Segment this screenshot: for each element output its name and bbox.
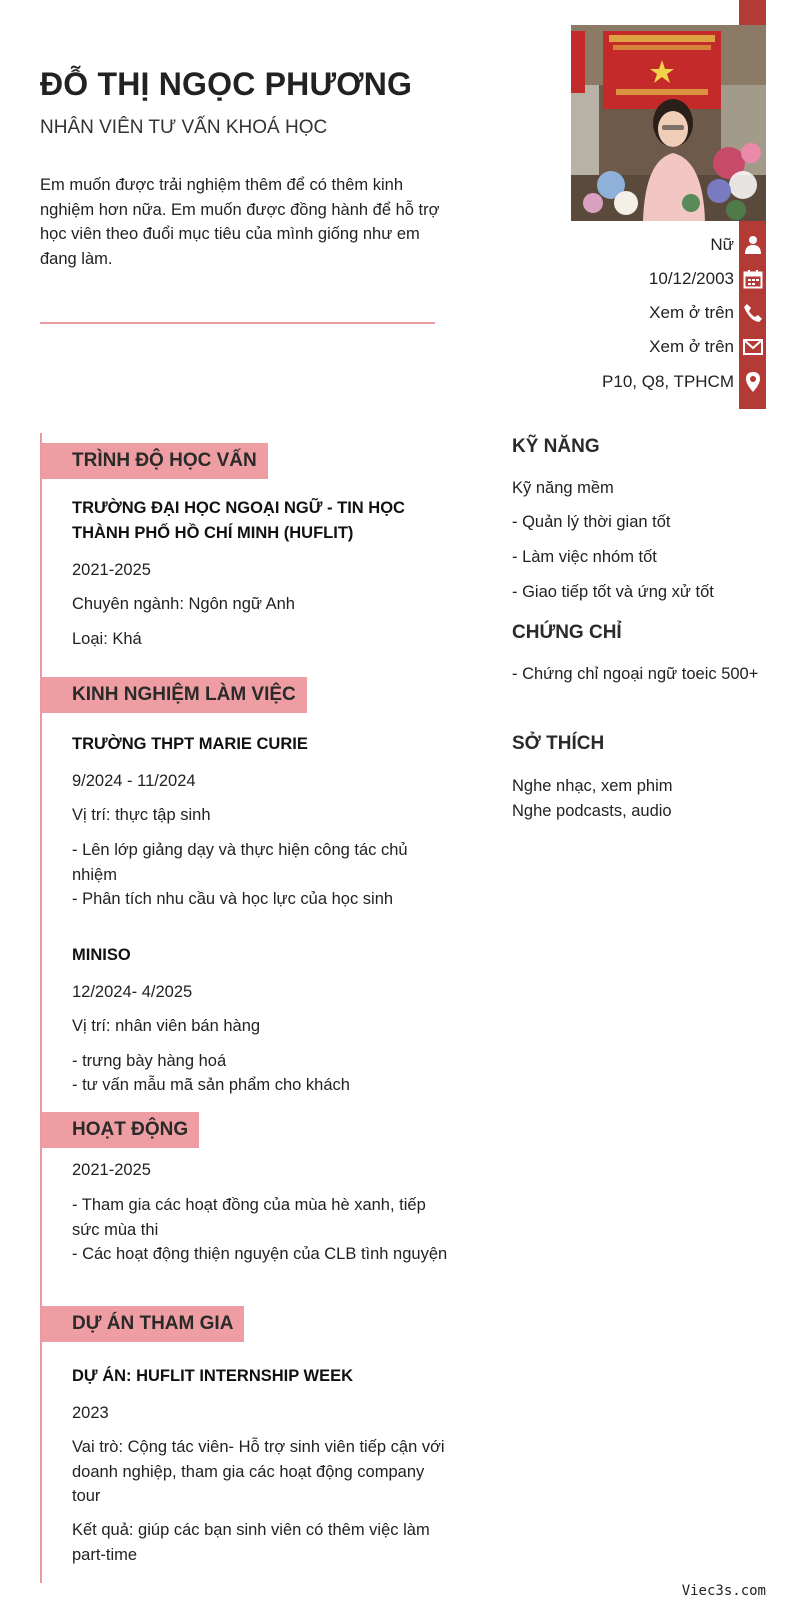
- calendar-icon: [742, 267, 764, 291]
- project-name: DỰ ÁN: HUFLIT INTERNSHIP WEEK: [72, 1367, 354, 1385]
- contact-phone: Xem ở trên: [649, 303, 734, 322]
- activity-item: - Tham gia các hoạt đồng của mùa hè xanh, tiếp sức mùa thi: [72, 1196, 426, 1239]
- section-hobbies-heading: SỞ THÍCH: [512, 733, 605, 754]
- job-duty: - trưng bày hàng hoá: [72, 1052, 227, 1070]
- skill-item: - Làm việc nhóm tốt: [512, 548, 657, 566]
- hobby-item: Nghe nhạc, xem phim: [512, 777, 673, 795]
- career-objective: Em muốn được trải nghiệm thêm để có thêm kinh nghiệm hơn nữa. Em muốn được đồng hành để hỗ trợ học viên theo đuổi mục tiêu của mình giống như em đang làm.: [40, 176, 440, 268]
- project-year: 2023: [72, 1404, 109, 1422]
- job-duty: - Phân tích nhu cầu và học lực của học sinh: [72, 890, 394, 908]
- project-result: Kết quả: giúp các bạn sinh viên có thêm việc làm part-time: [72, 1521, 430, 1564]
- education-school: TRƯỜNG ĐẠI HỌC NGOẠI NGỮ - TIN HỌC THÀNH PHỐ HỒ CHÍ MINH (HUFLIT): [72, 499, 405, 542]
- section-experience-heading: KINH NGHIỆM LÀM VIỆC: [41, 677, 307, 713]
- job-period: 9/2024 - 11/2024: [72, 772, 196, 790]
- job-duty: - Lên lớp giảng dạy và thực hiện công tác chủ nhiệm: [72, 841, 408, 884]
- contact-birthday: 10/12/2003: [648, 269, 734, 288]
- phone-icon: [742, 301, 764, 325]
- contact-email: Xem ở trên: [649, 337, 734, 356]
- section-education-heading: TRÌNH ĐỘ HỌC VẤN: [41, 443, 268, 479]
- profile-photo: [571, 25, 766, 221]
- section-projects-heading: DỰ ÁN THAM GIA: [41, 1306, 244, 1342]
- person-icon: [742, 233, 764, 257]
- hobby-item: Nghe podcasts, audio: [512, 802, 672, 820]
- job-period: 12/2024- 4/2025: [72, 983, 193, 1001]
- activities-period: 2021-2025: [72, 1161, 151, 1179]
- candidate-name: ĐỖ THỊ NGỌC PHƯƠNG: [40, 66, 413, 102]
- skill-item: - Giao tiếp tốt và ứng xử tốt: [512, 583, 714, 601]
- footer-brand: Viec3s.com: [681, 1583, 766, 1599]
- job-title: NHÂN VIÊN TƯ VẤN KHOÁ HỌC: [40, 117, 328, 138]
- skills-subheading: Kỹ năng mềm: [512, 479, 614, 497]
- mail-icon: [742, 335, 764, 359]
- job-position: Vị trí: nhân viên bán hàng: [72, 1017, 261, 1035]
- contact-gender: Nữ: [710, 235, 734, 254]
- location-icon: [742, 370, 764, 394]
- timeline-line: [40, 433, 42, 1583]
- section-skills-heading: KỸ NĂNG: [512, 436, 600, 457]
- header-divider: [40, 322, 435, 324]
- skill-item: - Quản lý thời gian tốt: [512, 513, 671, 531]
- project-role: Vai trò: Cộng tác viên- Hỗ trợ sinh viên tiếp cận với doanh nghiệp, tham gia các hoạt động company tour: [72, 1438, 445, 1505]
- job-company: TRƯỜNG THPT MARIE CURIE: [72, 735, 308, 753]
- section-certificates-heading: CHỨNG CHỈ: [512, 622, 622, 643]
- section-activities-heading: HOẠT ĐỘNG: [41, 1112, 199, 1148]
- contact-address: P10, Q8, TPHCM: [602, 372, 734, 391]
- education-grade: Loại: Khá: [72, 630, 142, 648]
- job-duty: - tư vấn mẫu mã sản phẩm cho khách: [72, 1076, 350, 1094]
- activity-item: - Các hoạt động thiện nguyện của CLB tình nguyện: [72, 1245, 448, 1263]
- education-major: Chuyên ngành: Ngôn ngữ Anh: [72, 595, 295, 613]
- job-position: Vị trí: thực tập sinh: [72, 806, 211, 824]
- job-company: MINISO: [72, 946, 131, 964]
- certificate-item: - Chứng chỉ ngoại ngữ toeic 500+: [512, 665, 759, 683]
- education-period: 2021-2025: [72, 561, 151, 579]
